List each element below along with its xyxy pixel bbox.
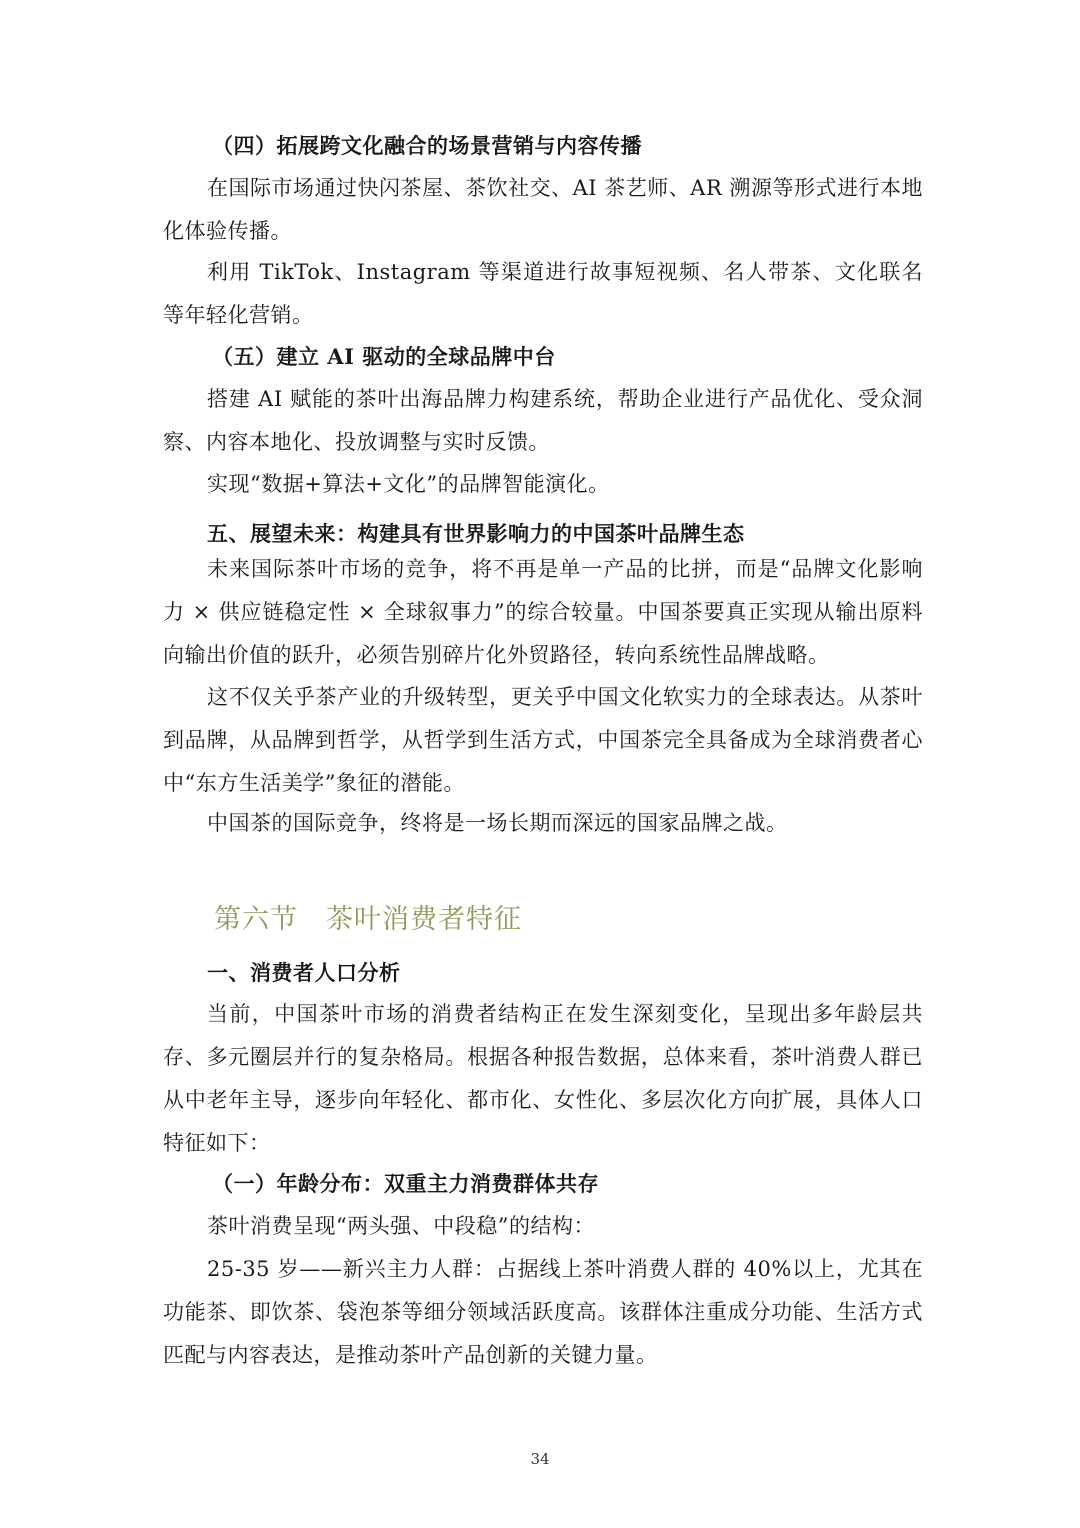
- subheading-age: （一）年龄分布：双重主力消费群体共存: [212, 1171, 599, 1196]
- paragraph: 茶叶消费呈现“两头强、中段稳”的结构：: [207, 1214, 595, 1238]
- paragraph: 未来国际茶叶市场的竞争，将不再是单一产品的比拼，而是“品牌文化影响力 × 供应链稳定性 × 全球叙事力”的综合较量。中国茶要真正实现从输出原料向输出价值的跃升，必须告别碎片化外贸路径，转向系统性品牌战略。: [163, 557, 923, 667]
- subheading-five: （五）建立 AI 驱动的全球品牌中台: [212, 344, 556, 369]
- paragraph: 实现“数据+算法+文化”的品牌智能演化。: [207, 472, 610, 496]
- paragraph: 这不仅关乎茶产业的升级转型，更关乎中国文化软实力的全球表达。从茶叶到品牌，从品牌到哲学，从哲学到生活方式，中国茶完全具备成为全球消费者心中“东方生活美学”象征的潜能。: [163, 685, 923, 795]
- page-number: 34: [530, 1450, 550, 1468]
- chapter-section-title: 第六节 茶叶消费者特征: [214, 904, 522, 935]
- paragraph: 搭建 AI 赋能的茶叶出海品牌力构建系统，帮助企业进行产品优化、受众洞察、内容本地化、投放调整与实时反馈。: [163, 387, 923, 454]
- subheading-four: （四）拓展跨文化融合的场景营销与内容传播: [212, 133, 642, 158]
- section-heading: 五、展望未来：构建具有世界影响力的中国茶叶品牌生态: [207, 521, 745, 546]
- paragraph: 当前，中国茶叶市场的消费者结构正在发生深刻变化，呈现出多年龄层共存、多元圈层并行的复杂格局。根据各种报告数据，总体来看，茶叶消费人群已从中老年主导，逐步向年轻化、都市化、女性化、多层次化方向扩展，具体人口特征如下：: [163, 1002, 923, 1155]
- paragraph: 在国际市场通过快闪茶屋、茶饮社交、AI 茶艺师、AR 溯源等形式进行本地化体验传播。: [163, 176, 923, 243]
- paragraph: 利用 TikTok、Instagram 等渠道进行故事短视频、名人带茶、文化联名等年轻化营销。: [163, 260, 923, 327]
- paragraph: 中国茶的国际竞争，终将是一场长期而深远的国家品牌之战。: [207, 811, 788, 835]
- section-heading: 一、消费者人口分析: [207, 960, 401, 985]
- paragraph: 25-35 岁——新兴主力人群：占据线上茶叶消费人群的 40%以上，尤其在功能茶、即饮茶、袋泡茶等细分领域活跃度高。该群体注重成分功能、生活方式匹配与内容表达，是推动茶叶产品创新的关键力量。: [163, 1257, 923, 1367]
